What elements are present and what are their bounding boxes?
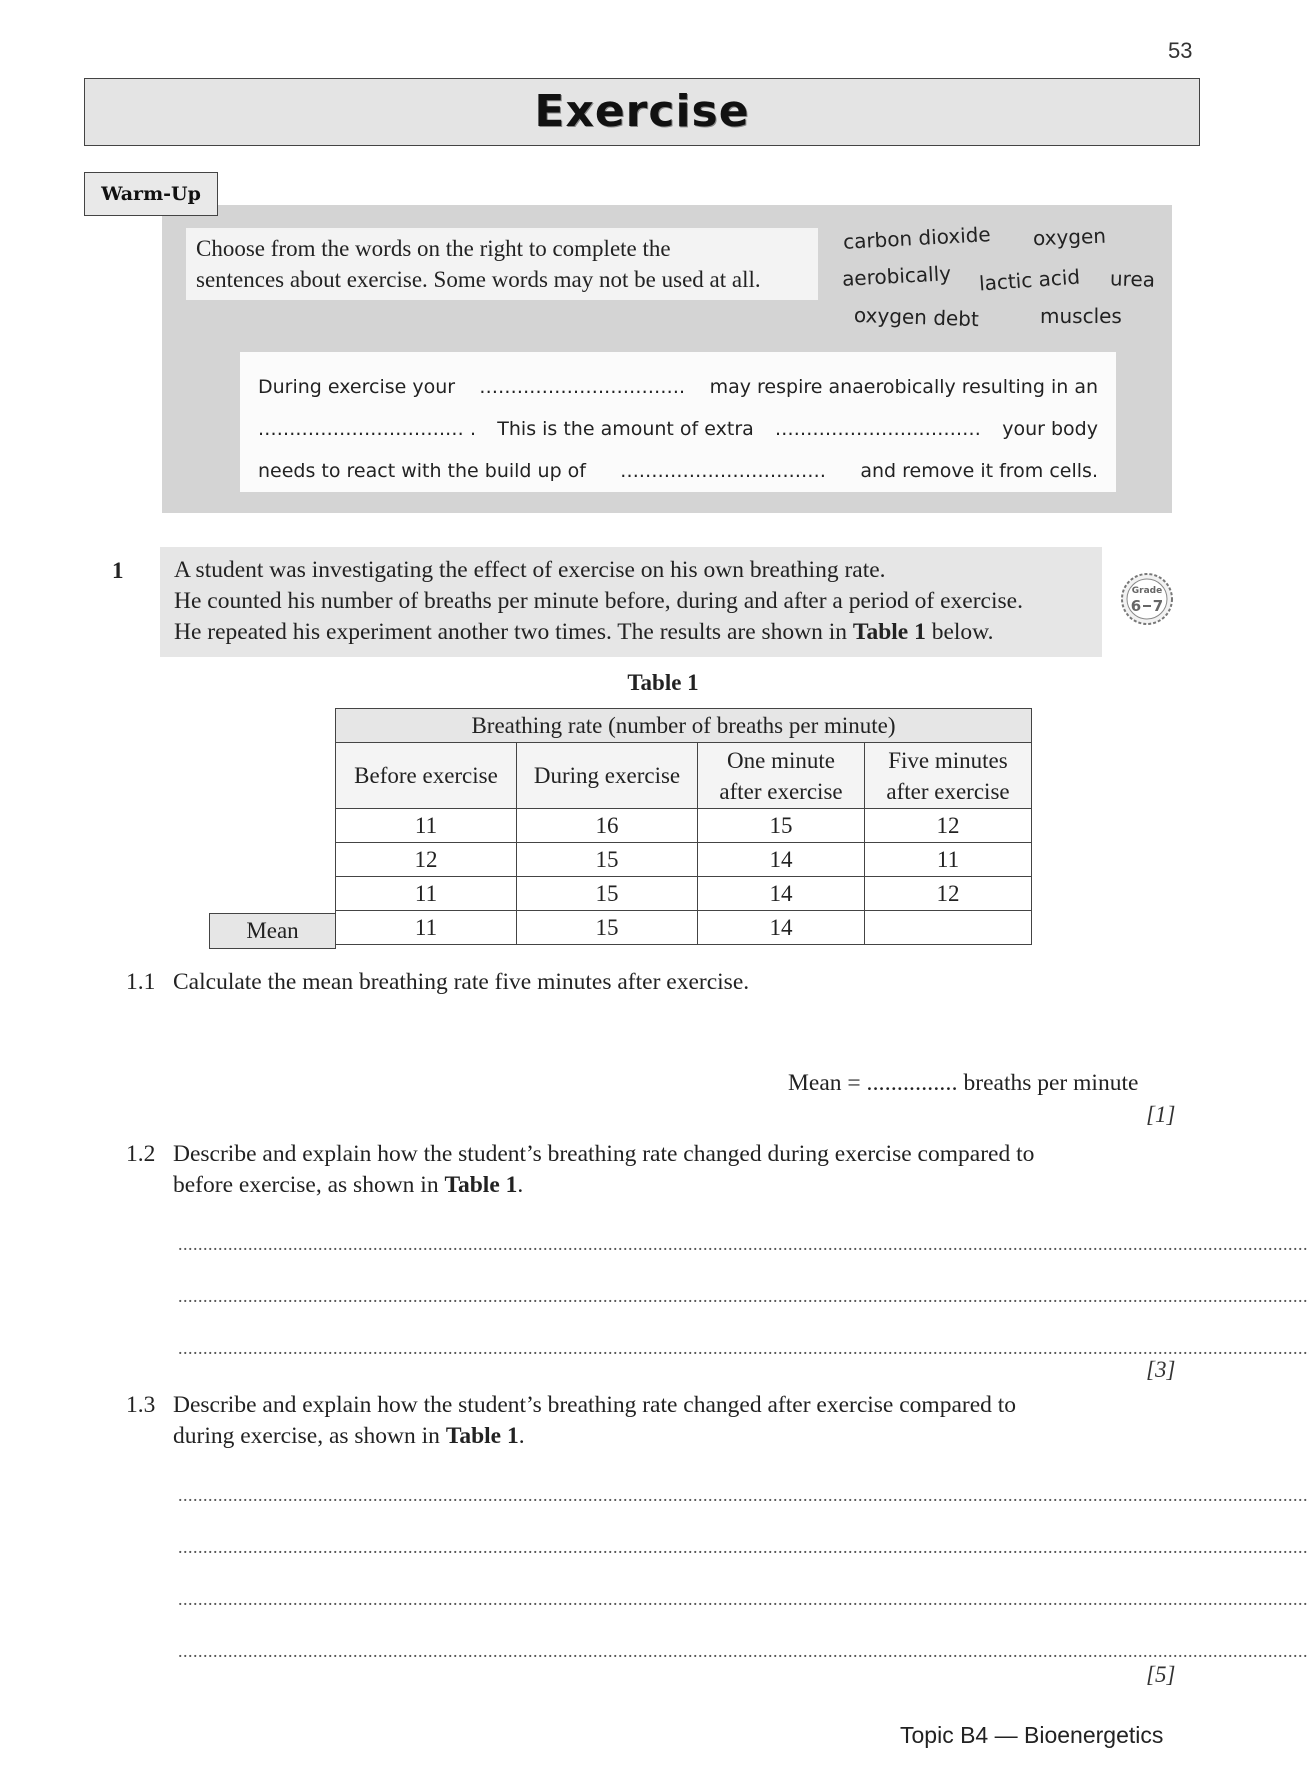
word-oxygen: oxygen [1032, 223, 1107, 251]
column-header: Before exercise [336, 743, 517, 809]
cloze-text: and remove it from cells. [860, 460, 1098, 482]
cloze-text: This is the amount of extra [497, 418, 754, 440]
mean-row-label: Mean [209, 913, 336, 949]
cloze-passage [240, 352, 1116, 492]
cloze-text: may respire anaerobically resulting in an [709, 376, 1098, 398]
warmup-instructions-line1: Choose from the words on the right to complete the [196, 236, 671, 261]
column-header: Five minutes after exercise [865, 743, 1032, 809]
table-cell: 11 [336, 809, 517, 843]
answer-line[interactable]: .................................................................................................................................................................................................................................. [178, 1485, 1308, 1505]
subquestion-number: 1.2 [126, 1141, 156, 1167]
question-stem-line2: He counted his number of breaths per minute before, during and after a period of exercise. [174, 588, 1023, 614]
table-cell: 11 [865, 843, 1032, 877]
question-number: 1 [112, 558, 124, 583]
column-header: One minute after exercise [698, 743, 865, 809]
mean-cell: 11 [336, 911, 517, 945]
table-cell: 12 [865, 877, 1032, 911]
column-header: During exercise [517, 743, 698, 809]
answer-line[interactable]: .................................................................................................................................................................................................................................. [178, 1286, 1308, 1306]
table-group-header-row [336, 709, 1032, 743]
table-cell: 12 [336, 843, 517, 877]
answer-prefix: Mean = [788, 1070, 861, 1096]
question-stem-line3: He repeated his experiment another two times. The results are shown in Table 1 below. [174, 619, 994, 645]
page-number: 53 [1168, 38, 1193, 63]
table-cell: 15 [698, 809, 865, 843]
cloze-line-2 [258, 408, 1098, 450]
answer-line[interactable]: .................................................................................................................................................................................................................................. [178, 1338, 1308, 1358]
table-header-row [336, 743, 1032, 809]
subquestion-text: Describe and explain how the student’s breathing rate changed after exercise compared to during exercise, as shown in Table 1. [173, 1392, 1017, 1449]
table-cell: 14 [698, 843, 865, 877]
table-row [336, 843, 1032, 877]
marks-label: [3] [1146, 1357, 1176, 1382]
table-group-header: Breathing rate (number of breaths per minute) [336, 709, 1032, 743]
word-lactic-acid: lactic acid [978, 264, 1081, 296]
page-footer: Topic B4 — Bioenergetics [900, 1722, 1164, 1748]
word-aerobically: aerobically [841, 261, 952, 291]
table-row [336, 877, 1032, 911]
cloze-line-1 [258, 366, 1098, 408]
mean-answer-line [788, 1068, 1138, 1099]
answer-line[interactable]: .................................................................................................................................................................................................................................. [178, 1641, 1308, 1661]
warmup-instructions-line2: sentences about exercise. Some words may not be used at all. [196, 267, 761, 292]
answer-line[interactable]: .................................................................................................................................................................................................................................. [178, 1537, 1308, 1557]
answer-suffix: breaths per minute [963, 1070, 1139, 1096]
table-row [336, 809, 1032, 843]
grade-badge-label: Grade [1131, 586, 1163, 596]
blank-4[interactable]: ................................. [620, 460, 827, 482]
table-cell: 11 [336, 877, 517, 911]
table-cell: 16 [517, 809, 698, 843]
warmup-instructions [186, 228, 818, 300]
cloze-line-3 [258, 450, 1098, 492]
cloze-text: needs to react with the build up of [258, 460, 586, 482]
grade-badge-icon [1120, 572, 1174, 626]
grade-badge-low: 6 [1130, 597, 1142, 615]
cloze-text: . [469, 418, 476, 440]
word-oxygen-debt: oxygen debt [853, 302, 980, 332]
mean-answer-cell[interactable] [865, 911, 1032, 945]
blank-1[interactable]: ................................. [479, 376, 686, 398]
table-cell: 15 [517, 843, 698, 877]
table-cell: 12 [865, 809, 1032, 843]
word-muscles: muscles [1040, 304, 1122, 328]
question-stem-line1: A student was investigating the effect of exercise on his own breathing rate. [174, 557, 886, 583]
subquestion-number: 1.1 [126, 969, 156, 995]
subquestion-text: Describe and explain how the student’s breathing rate changed during exercise compared to before exercise, as shown in Table 1. [173, 1141, 1035, 1198]
subquestion-number: 1.3 [126, 1392, 156, 1418]
grade-badge-high: 7 [1152, 597, 1164, 615]
answer-line[interactable]: .................................................................................................................................................................................................................................. [178, 1234, 1308, 1254]
mean-cell: 14 [698, 911, 865, 945]
table-caption: Table 1 [627, 670, 699, 695]
question-stem [160, 547, 1102, 657]
marks-label: [1] [1146, 1102, 1176, 1127]
word-urea: urea [1109, 266, 1156, 292]
cloze-text: your body [1002, 418, 1098, 440]
blank-3[interactable]: ................................. [775, 418, 981, 440]
table-cell: 14 [698, 877, 865, 911]
page-title: Exercise [84, 78, 1200, 146]
table-cell: 15 [517, 877, 698, 911]
subquestion-text: Calculate the mean breathing rate five minutes after exercise. [173, 969, 750, 995]
results-table [335, 708, 1032, 945]
marks-label: [5] [1146, 1662, 1176, 1687]
mean-answer-blank[interactable]: ............... [866, 1070, 958, 1096]
warmup-tab: Warm-Up [84, 172, 218, 216]
word-carbon-dioxide: carbon dioxide [842, 222, 992, 254]
answer-line[interactable]: .................................................................................................................................................................................................................................. [178, 1589, 1308, 1609]
blank-2[interactable]: ................................. [258, 418, 464, 440]
mean-cell: 15 [517, 911, 698, 945]
table-mean-row [336, 911, 1032, 945]
cloze-text: During exercise your [258, 376, 456, 398]
